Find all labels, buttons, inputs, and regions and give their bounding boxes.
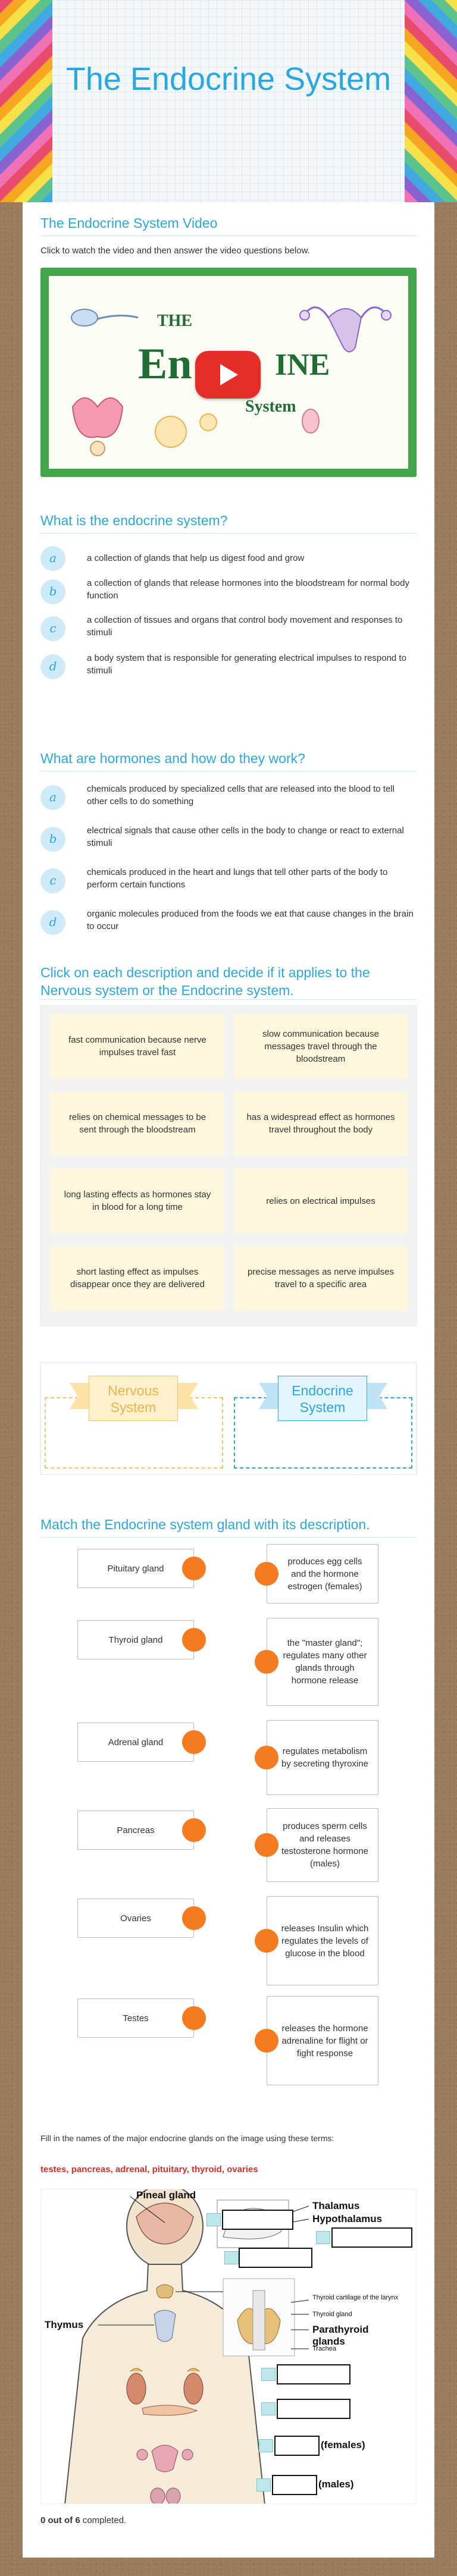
thumb-word-bottom: System [245,397,296,416]
diagram-instruction: Fill in the names of the major endocrine glands on the image using these terms: [40,2133,334,2143]
q1-option-c[interactable] [40,613,417,646]
label-males: (males) [318,2478,354,2490]
play-button[interactable] [195,351,261,399]
endocrine-system-bin-label: Endocrine System [278,1376,367,1421]
option-text: electrical signals that cause other cells in the body to change or react to external stimuli [87,826,404,848]
video-player[interactable] [40,268,417,477]
endocrine-diagram [40,2189,417,2504]
match-title: Match the Endocrine system gland with its description. [40,1517,370,1532]
option-letter-badge: c [40,868,65,893]
label-females: (females) [321,2439,365,2451]
decorative-stripes-left [0,0,52,202]
section-divider [40,999,417,1000]
match-connector-right[interactable] [255,1562,278,1586]
answer-box-6[interactable] [274,2436,320,2456]
q2-option-d[interactable] [40,906,417,940]
option-text: chemicals produced by specialized cells that are released into the blood to tell other cells to do something [87,784,395,807]
answer-chip [259,2439,273,2452]
sort-title: Click on each description and decide if it applies to the Nervous system or the Endocrine system. [40,965,370,998]
label-thalamus: Thalamus [312,2200,360,2211]
video-instruction: Click to watch the video and then answer the video questions below. [40,246,310,256]
answer-chip [224,2251,239,2264]
match-connector-left[interactable] [182,1628,206,1652]
match-connector-left[interactable] [182,1818,206,1842]
gland-pituitary[interactable]: Pituitary gland [77,1549,194,1588]
answer-box-4[interactable] [277,2364,350,2384]
nervous-system-bin-label: Nervous System [89,1376,178,1421]
match-connector-right[interactable] [255,1929,278,1953]
option-letter-badge: a [40,785,65,810]
answer-chip [256,2478,271,2492]
gland-thyroid[interactable]: Thyroid gland [77,1620,194,1659]
label-hypothalamus: Hypothalamus [312,2213,383,2224]
sort-tile[interactable]: precise messages as nerve impulses travel to a specific area [234,1246,408,1310]
option-text: a body system that is responsible for generating electrical impulses to respond to stimuli [87,653,406,676]
sort-tile[interactable]: relies on electrical impulses [234,1169,408,1233]
option-text: a collection of tissues and organs that control body movement and responses to stimuli [87,615,403,638]
ribbon-tail [367,1383,387,1409]
ribbon-tail [259,1383,279,1409]
q2-option-a[interactable] [40,782,417,815]
video-section-title: The Endocrine System Video [40,215,218,231]
answer-box-2[interactable] [331,2227,412,2248]
diagram-terms: testes, pancreas, adrenal, pituitary, thyroid, ovaries [40,2164,258,2175]
page-title: The Endocrine System [65,61,392,97]
q2-option-c[interactable] [40,865,417,898]
option-text: organic molecules produced from the foods we eat that cause changes in the brain to occur [87,909,414,931]
sort-tile[interactable]: relies on chemical messages to be sent through the bloodstream [51,1091,224,1156]
sort-drop-panel [40,1362,417,1475]
description-card[interactable]: produces sperm cells and releases testosterone hormone (males) [267,1808,378,1882]
sort-tile[interactable]: slow communication because messages travel through the bloodstream [234,1014,408,1078]
answer-box-5[interactable] [277,2399,350,2419]
sort-tile[interactable]: has a widespread effect as hormones travel throughout the body [234,1091,408,1156]
description-card[interactable]: regulates metabolism by secreting thyroxine [267,1720,378,1795]
label-pineal: Pineal gland [136,2189,196,2201]
ribbon-tail [70,1383,90,1409]
gland-pancreas[interactable]: Pancreas [77,1811,194,1850]
answer-box-1[interactable] [222,2210,293,2230]
gland-testes[interactable]: Testes [77,1998,194,2038]
sort-tile[interactable]: short lasting effect as impulses disappear once they are delivered [51,1246,224,1310]
option-letter-badge: c [40,616,65,641]
answer-box-7[interactable] [272,2475,317,2495]
description-card[interactable]: produces egg cells and the hormone estrogen (females) [267,1544,378,1604]
option-letter-badge: b [40,579,65,604]
q1-option-a[interactable] [40,546,417,572]
content-card [23,202,434,2558]
option-letter-badge: d [40,654,65,679]
option-text: a collection of glands that release hormones into the bloodstream for normal body function [87,578,409,601]
decorative-stripes-right [405,0,457,202]
sort-tile-panel [40,1005,417,1326]
match-connector-left[interactable] [182,1557,206,1580]
video-thumbnail[interactable] [49,276,408,469]
q2-option-b[interactable] [40,823,417,856]
match-connector-right[interactable] [255,1650,278,1674]
match-connector-right[interactable] [255,1833,278,1857]
label-thymus: Thymus [45,2319,84,2330]
label-trachea: Trachea [312,2345,336,2352]
q2-title: What are hormones and how do they work? [40,751,305,766]
match-connector-left[interactable] [182,1906,206,1930]
q1-title: What is the endocrine system? [40,513,228,528]
sort-tile[interactable]: long lasting effects as hormones stay in blood for a long time [51,1169,224,1233]
thumb-word-left: En [138,340,192,388]
option-letter-badge: d [40,910,65,935]
thumb-word-right: INE [275,348,330,382]
gland-adrenal[interactable]: Adrenal gland [77,1722,194,1762]
answer-box-3[interactable] [239,2248,312,2268]
match-connector-left[interactable] [182,1730,206,1754]
answer-chip [261,2402,276,2415]
answer-chip [206,2213,221,2226]
page-header [0,0,457,202]
description-card[interactable]: releases the hormone adrenaline for flight or fight response [267,1996,378,2085]
q1-option-d[interactable] [40,651,417,684]
answer-chip [261,2368,276,2381]
progress-status [40,2515,126,2527]
description-card[interactable]: the "master gland"; regulates many other glands through hormone release [267,1618,378,1706]
answer-chip [316,2231,330,2244]
section-divider [40,1537,417,1538]
match-connector-right[interactable] [255,1746,278,1769]
play-icon [220,364,238,385]
option-letter-badge: b [40,827,65,852]
match-connector-left[interactable] [182,2006,206,2030]
gland-ovaries[interactable]: Ovaries [77,1899,194,1938]
sort-tile[interactable]: fast communication because nerve impulses travel fast [51,1014,224,1078]
label-parathyroid: Parathyroid glands [312,2324,369,2347]
progress-suffix: completed. [82,2515,127,2525]
progress-count: 0 out of 6 [40,2515,80,2525]
q1-option-b[interactable] [40,576,417,609]
label-thyroid-gland: Thyroid gland [312,2311,352,2318]
option-text: a collection of glands that help us digest food and grow [87,553,305,563]
thumb-word-top: THE [157,312,193,330]
ribbon-tail [178,1383,198,1409]
label-thyroid-cartilage: Thyroid cartilage of the larynx [312,2294,399,2301]
option-text: chemicals produced in the heart and lungs that tell other parts of the body to perform certain functions [87,867,388,890]
section-divider [40,533,417,534]
option-letter-badge: a [40,546,65,571]
description-card[interactable]: releases Insulin which regulates the levels of glucose in the blood [267,1896,378,1985]
match-connector-right[interactable] [255,2029,278,2053]
